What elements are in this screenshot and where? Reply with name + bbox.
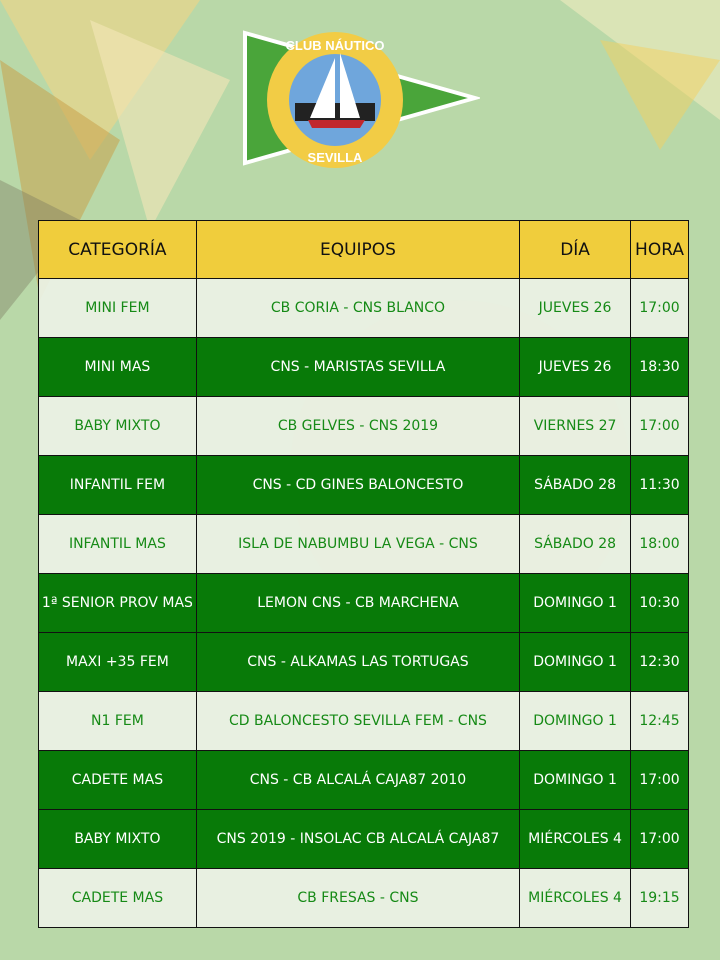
time-cell: 12:30 [631, 633, 689, 692]
time-cell: 17:00 [631, 279, 689, 338]
time-cell: 18:30 [631, 338, 689, 397]
teams-cell: CNS 2019 - INSOLAC CB ALCALÁ CAJA87 [196, 810, 519, 869]
teams-cell: LEMON CNS - CB MARCHENA [196, 574, 519, 633]
teams-cell: CNS - MARISTAS SEVILLA [196, 338, 519, 397]
header-teams: EQUIPOS [196, 221, 519, 279]
header-category: CATEGORÍA [39, 221, 197, 279]
day-cell: SÁBADO 28 [520, 515, 631, 574]
category-cell: INFANTIL FEM [39, 456, 197, 515]
day-cell: MIÉRCOLES 4 [520, 869, 631, 928]
time-cell: 18:00 [631, 515, 689, 574]
time-cell: 10:30 [631, 574, 689, 633]
teams-cell: CD BALONCESTO SEVILLA FEM - CNS [196, 692, 519, 751]
table-row [39, 574, 689, 633]
table-row [39, 692, 689, 751]
day-cell: DOMINGO 1 [520, 751, 631, 810]
category-cell: CADETE MAS [39, 869, 197, 928]
table-row [39, 751, 689, 810]
category-cell: MINI MAS [39, 338, 197, 397]
table-row [39, 456, 689, 515]
table-row [39, 397, 689, 456]
teams-cell: ISLA DE NABUMBU LA VEGA - CNS [196, 515, 519, 574]
time-cell: 17:00 [631, 810, 689, 869]
category-cell: CADETE MAS [39, 751, 197, 810]
teams-cell: CB GELVES - CNS 2019 [196, 397, 519, 456]
category-cell: INFANTIL MAS [39, 515, 197, 574]
logo-bottom-text: SEVILLA [307, 150, 363, 165]
category-cell: MINI FEM [39, 279, 197, 338]
time-cell: 11:30 [631, 456, 689, 515]
teams-cell: CNS - CD GINES BALONCESTO [196, 456, 519, 515]
table-row [39, 810, 689, 869]
teams-cell: CNS - CB ALCALÁ CAJA87 2010 [196, 751, 519, 810]
category-cell: 1ª SENIOR PROV MAS [39, 574, 197, 633]
day-cell: DOMINGO 1 [520, 692, 631, 751]
header-day: DÍA [520, 221, 631, 279]
time-cell: 19:15 [631, 869, 689, 928]
table-row [39, 633, 689, 692]
day-cell: VIERNES 27 [520, 397, 631, 456]
day-cell: SÁBADO 28 [520, 456, 631, 515]
table-row [39, 515, 689, 574]
day-cell: DOMINGO 1 [520, 633, 631, 692]
table-header [39, 221, 689, 279]
club-nautico-sevilla-logo [240, 28, 480, 173]
time-cell: 17:00 [631, 397, 689, 456]
time-cell: 17:00 [631, 751, 689, 810]
teams-cell: CNS - ALKAMAS LAS TORTUGAS [196, 633, 519, 692]
day-cell: DOMINGO 1 [520, 574, 631, 633]
table-row [39, 338, 689, 397]
teams-cell: CB CORIA - CNS BLANCO [196, 279, 519, 338]
header-time: HORA [631, 221, 689, 279]
time-cell: 12:45 [631, 692, 689, 751]
day-cell: JUEVES 26 [520, 338, 631, 397]
category-cell: BABY MIXTO [39, 810, 197, 869]
teams-cell: CB FRESAS - CNS [196, 869, 519, 928]
day-cell: MIÉRCOLES 4 [520, 810, 631, 869]
day-cell: JUEVES 26 [520, 279, 631, 338]
category-cell: MAXI +35 FEM [39, 633, 197, 692]
category-cell: BABY MIXTO [39, 397, 197, 456]
table-row [39, 869, 689, 928]
category-cell: N1 FEM [39, 692, 197, 751]
table-row [39, 279, 689, 338]
schedule-table [38, 220, 689, 928]
logo-top-text: CLUB NÁUTICO [285, 38, 385, 53]
